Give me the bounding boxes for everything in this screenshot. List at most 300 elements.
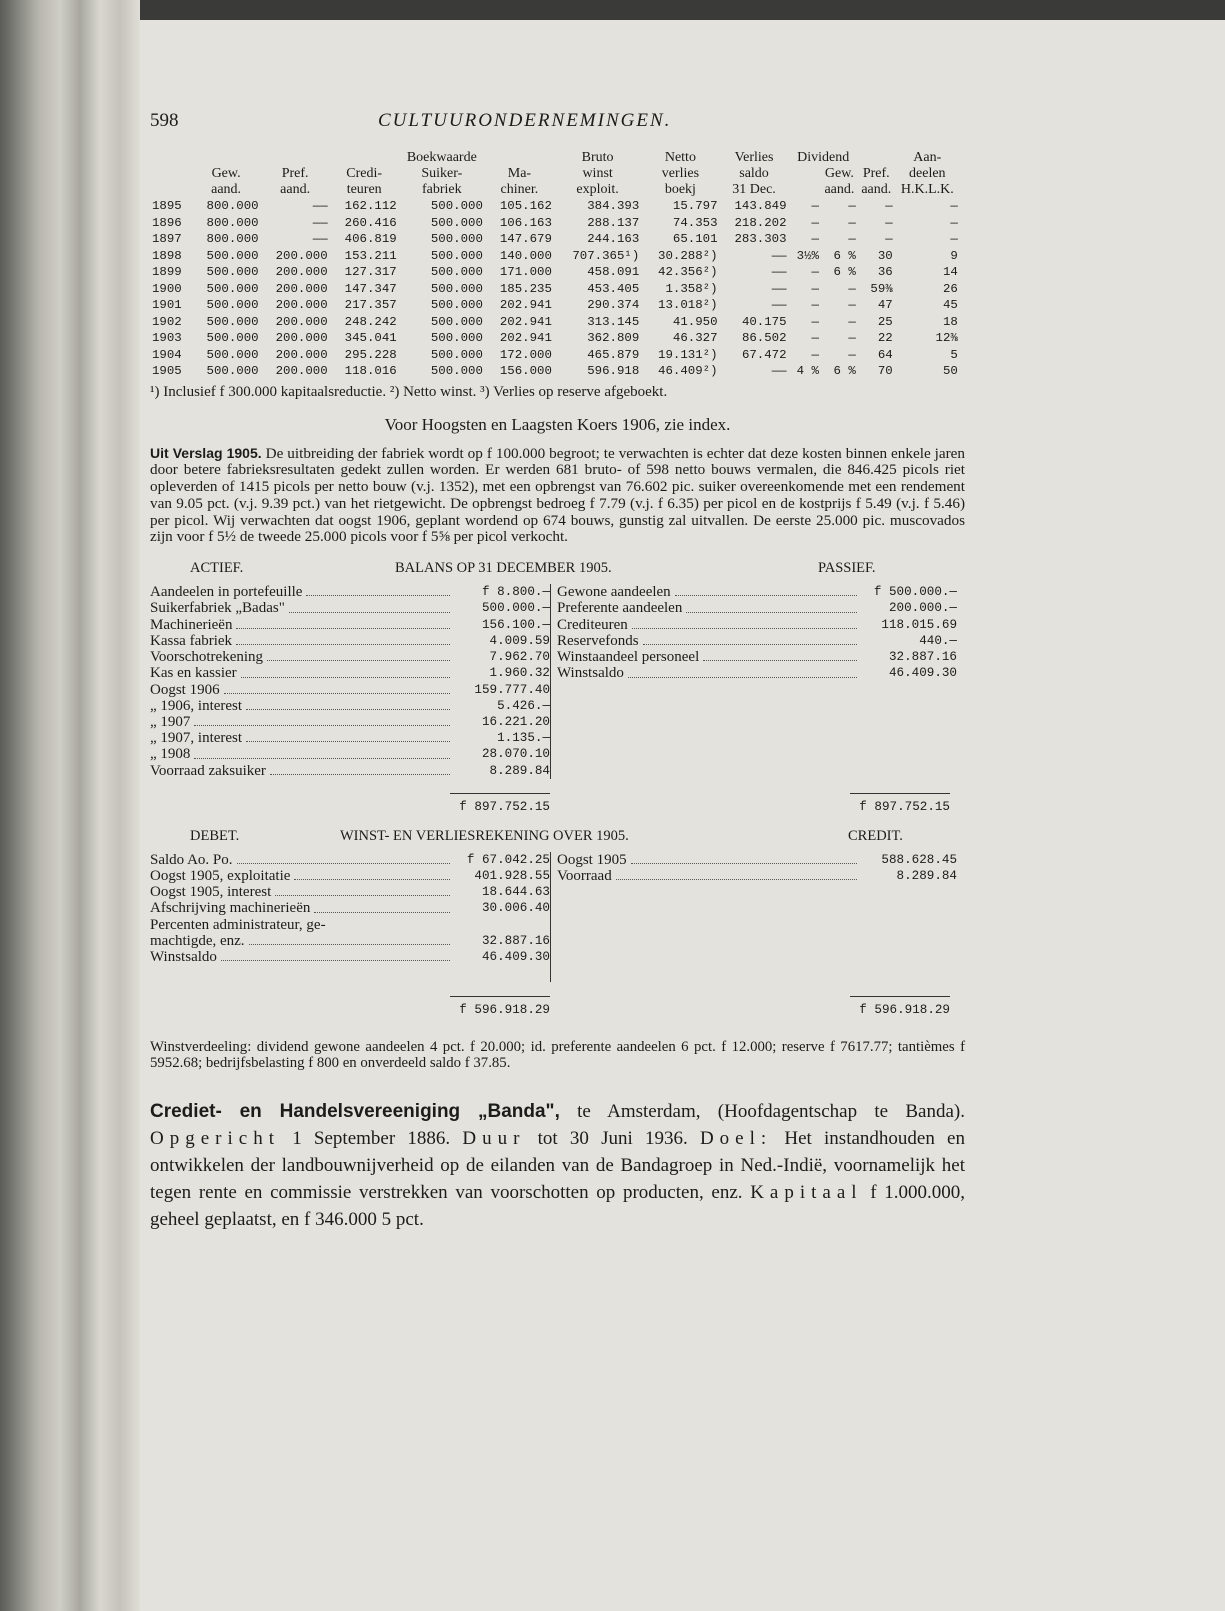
account-amount: 401.928.55 [474,868,550,883]
table-cell: 50 [942,364,958,378]
leader-dots [631,863,857,864]
table-cell: — [950,215,958,230]
leader-dots [294,879,450,880]
leader-dots [628,677,857,678]
account-label: Oogst 1905, exploitatie [150,867,291,884]
table-cell: — [885,232,893,246]
column-header: Pref. [281,166,309,181]
account-row [150,868,550,884]
winst-verlies-account [150,852,965,982]
column-header: Ma- [507,166,532,181]
account-label: Percenten administrateur, ge- [150,916,326,933]
column-header: winst [582,166,613,181]
account-label: „ 1907 [150,713,191,730]
page-content [150,110,965,1233]
table-cell: 46.409²) [658,364,718,378]
table-cell: 6 % [833,364,856,378]
table-cell: 13.018²) [658,298,718,312]
account-label: Suikerfabriek „Badas" [150,600,285,617]
column-header: Credi- [346,166,383,181]
account-label: Voorraad [557,867,612,884]
column-header: Gew. [824,166,854,181]
column-header [150,182,192,198]
table-cell: 200.000 [275,331,328,345]
leader-dots [686,612,857,613]
actief-title: ACTIEF. [190,560,244,577]
table-cell: — [848,347,856,362]
column-header: Suiker- [421,166,463,181]
balans-sheet [150,584,965,778]
table-cell: 500.000 [206,248,259,263]
column-header: Boekwaarde [406,150,477,165]
verslag-lead: Uit Verslag 1905. [150,444,262,461]
year-cell: 1903 [152,331,182,345]
table-cell: 500.000 [206,298,259,312]
credit-title: CREDIT. [848,827,903,844]
table-cell: — [811,314,819,329]
winst-heading [150,828,965,852]
leader-dots [275,895,450,896]
table-row [150,363,960,380]
table-cell: 500.000 [430,331,483,345]
account-row [150,949,550,965]
table-cell: —— [771,265,787,279]
verslag-paragraph [150,445,965,547]
leader-dots [236,628,450,629]
column-header: 31 Dec. [732,182,776,197]
table-cell: — [811,199,819,213]
table-cell: —— [312,199,328,213]
table-cell: 202.941 [499,331,552,345]
account-amount: 7.962.70 [489,650,550,665]
table-cell: 67.472 [741,347,787,362]
column-header: chiner. [500,182,539,197]
table-cell: 218.202 [734,215,787,230]
leader-dots [246,741,450,742]
table-cell: 22 [877,331,893,345]
account-label: Voorraad zaksuiker [150,762,266,779]
table-row [150,330,960,347]
table-cell: 45 [942,298,958,312]
banda-opgericht: Opgericht [150,1127,280,1149]
table-cell: 345.041 [344,331,397,345]
table-cell: 143.849 [734,199,787,213]
leader-dots [224,693,450,694]
table-cell: 707.365¹) [572,248,640,263]
table-cell: 200.000 [275,314,328,329]
table-cell: 156.000 [499,364,552,378]
column-header: H.K.L.K. [900,182,954,197]
banda-doel: Doel: [699,1127,773,1149]
table-cell: — [811,347,819,362]
table-header-row [150,166,960,182]
table-cell: 30 [877,248,893,263]
table-cell: 106.163 [499,215,552,230]
table-cell: 86.502 [741,331,787,345]
column-header [330,150,399,166]
column-header: teuren [346,182,382,197]
column-header: aand. [861,182,892,197]
table-header-row [150,150,960,166]
table-cell: — [848,314,856,329]
account-amount: 588.628.45 [881,852,957,867]
table-cell: 200.000 [275,298,328,312]
leader-dots [236,644,450,645]
leader-dots [616,879,857,880]
table-cell: 6 % [833,265,856,279]
table-cell: 147.347 [344,281,397,296]
account-amount: 30.006.40 [481,901,550,916]
account-row [557,868,957,884]
account-label: Voorschotrekening [150,649,264,666]
table-cell: 200.000 [275,347,328,362]
account-label: Oogst 1906 [150,681,220,698]
table-cell: 46.327 [672,331,718,345]
passief-title: PASSIEF. [818,560,876,577]
account-row [150,884,550,900]
account-row [150,763,550,779]
table-cell: 14 [942,265,958,279]
account-label: Reservefonds [557,632,639,649]
column-header [485,150,554,166]
balans-heading [150,560,965,584]
table-cell: 290.374 [587,298,640,312]
account-row [150,682,550,698]
table-cell: 15.797 [672,199,718,213]
account-row [150,730,550,746]
column-header: Dividend [797,150,850,165]
leader-dots [246,709,450,710]
leader-dots [270,774,450,775]
table-cell: 65.101 [672,232,718,246]
table-cell: — [811,265,819,279]
table-cell: 42.356²) [658,265,718,279]
account-row [150,746,550,762]
table-cell: 362.809 [587,331,640,345]
table-cell: 140.000 [499,248,552,263]
winst-totals [150,982,965,1017]
passief-column [550,584,957,778]
table-cell: 162.112 [344,199,397,213]
table-cell: 500.000 [206,331,259,345]
table-cell: 64 [877,347,893,362]
table-cell: 200.000 [275,364,328,378]
table-cell: 200.000 [275,281,328,296]
column-header [261,150,330,166]
table-cell: 500.000 [430,215,483,230]
leader-dots [306,595,450,596]
leader-dots [194,758,450,759]
banda-text: f 1.000.000, geheel geplaatst, en f 346.000 5 pct. [150,1181,965,1230]
table-cell: 283.303 [734,232,787,246]
year-cell: 1902 [152,314,182,329]
table-cell: 500.000 [206,314,259,329]
year-cell: 1897 [152,232,182,246]
leader-dots [241,677,450,678]
table-cell: 40.175 [741,314,787,329]
table-cell: 202.941 [499,314,552,329]
winst-total-right: f 596.918.29 [859,1002,950,1017]
column-header: Verlies [734,150,774,165]
account-row [557,665,957,681]
table-cell: 47 [877,298,893,312]
table-cell: 313.145 [587,314,640,329]
account-label: Winstsaldo [557,665,624,682]
table-cell: —— [771,248,787,263]
column-header: Aan- [913,150,942,165]
table-cell: —— [312,232,328,246]
debet-title: DEBET. [190,827,240,844]
account-row [557,617,957,633]
table-cell: — [848,331,856,345]
account-amount: 118.015.69 [881,617,957,632]
account-label: Saldo Ao. Po. [150,851,233,868]
column-header: Bruto [581,150,614,165]
table-cell: 384.393 [587,199,640,213]
table-cell: — [811,232,819,246]
table-cell: 500.000 [206,265,259,279]
table-cell: 185.235 [499,281,552,296]
leader-dots [267,660,450,661]
table-cell: 500.000 [206,347,259,362]
account-row [557,649,957,665]
table-cell: 9 [950,248,958,263]
table-cell: 500.000 [430,281,483,296]
account-row [150,933,550,949]
column-header: saldo [739,166,769,181]
account-amount: 8.289.84 [489,763,550,778]
leader-dots [314,912,450,913]
account-amount: 500.000.— [481,601,550,616]
table-cell: — [950,232,958,246]
table-footnote: ¹) Inclusief f 300.000 kapitaalsreductie. ²) Netto winst. ³) Verlies op reserve afgeboekt. [150,383,668,400]
table-cell: 800.000 [206,199,259,213]
table-row [150,248,960,265]
account-amount: f 500.000.— [873,585,957,600]
account-amount: 46.409.30 [481,949,550,964]
table-cell: 260.416 [344,215,397,230]
banda-duur: Duur [462,1127,526,1149]
account-amount: 5.426.— [497,698,550,713]
leader-dots [194,725,450,726]
table-cell: 596.918 [587,364,640,378]
leader-dots [221,960,450,961]
table-header-row [150,182,960,198]
table-row [150,231,960,248]
table-cell: 127.317 [344,265,397,279]
financial-history-table [150,150,960,380]
account-amount: 32.887.16 [481,933,550,948]
table-cell: 800.000 [206,232,259,246]
table-cell: 12⅜ [935,331,958,345]
account-row [150,698,550,714]
table-cell: 500.000 [430,265,483,279]
account-label: Winstaandeel personeel [557,649,700,666]
winst-title: WINST- EN VERLIESREKENING OVER 1905. [340,827,629,844]
table-cell: 59⅜ [870,281,893,296]
year-cell: 1896 [152,215,182,230]
account-label: Oogst 1905 [557,851,627,868]
page-number: 598 [150,110,179,131]
account-amount: 18.644.63 [481,885,550,900]
account-amount: f 67.042.25 [466,852,550,867]
table-cell: 18 [942,314,958,329]
table-cell: 26 [942,281,958,296]
leader-dots [249,944,450,945]
account-row [150,649,550,665]
year-cell: 1898 [152,248,182,263]
table-cell: — [811,215,819,230]
winst-total-left: f 596.918.29 [459,1002,550,1017]
account-label: Kassa fabriek [150,632,233,649]
account-label: Preferente aandeelen [557,600,683,617]
account-amount: 1.135.— [497,731,550,746]
banda-entry [150,1098,965,1233]
account-label: machtigde, enz. [150,932,245,949]
table-cell: 244.163 [587,232,640,246]
balans-total-right: f 897.752.15 [859,799,950,814]
table-row [150,198,960,215]
year-cell: 1904 [152,347,182,362]
running-title: CULTUURONDERNEMINGEN. [378,110,672,131]
table-cell: 453.405 [587,281,640,296]
account-row [557,633,957,649]
account-amount: 4.009.59 [489,633,550,648]
table-cell: 288.137 [587,215,640,230]
table-cell: 4 % [796,364,819,378]
banda-text: tot 30 Juni 1936. [525,1127,700,1149]
koers-reference: Voor Hoogsten en Laagsten Koers 1906, zie index. [384,414,731,434]
account-label: Oogst 1905, interest [150,884,272,901]
account-row [150,600,550,616]
account-amount: f 8.800.— [481,585,550,600]
table-row [150,281,960,298]
table-cell: — [885,199,893,213]
table-cell: 202.941 [499,298,552,312]
column-header: Gew. [211,166,241,181]
leader-dots [643,644,857,645]
table-cell: 500.000 [206,281,259,296]
winstverdeeling: Winstverdeeling: dividend gewone aandeelen 4 pct. f 20.000; id. preferente aandeelen 6 pct. f 12.000; reserve f 7617.77; tantièmes f 5952.68; bedrijfsbelasting f 800 en onverdeeld saldo f 37.85. [150,1038,965,1072]
account-row [150,917,550,933]
table-cell: — [885,215,893,230]
account-row [557,852,957,868]
table-cell: 1.358²) [665,281,718,296]
account-amount: 200.000.— [888,601,957,616]
table-cell: 74.353 [672,215,718,230]
column-header [150,150,192,166]
table-row [150,347,960,364]
account-label: Aandeelen in portefeuille [150,584,303,601]
table-cell: 248.242 [344,314,397,329]
table-cell: 19.131²) [658,347,718,362]
account-amount: 28.070.10 [481,747,550,762]
column-header: aand. [824,182,855,197]
table-cell: 500.000 [430,232,483,246]
account-row [557,600,957,616]
page-header [150,110,965,150]
table-row [150,215,960,232]
account-amount: 8.289.84 [896,868,957,883]
column-header: deelen [909,166,946,181]
banda-company-name: Crediet- en Handelsvereeniging „Banda", [150,1100,560,1122]
leader-dots [289,612,450,613]
column-header: Netto [664,150,696,165]
table-cell: — [950,199,958,213]
table-cell: — [811,281,819,296]
table-cell: 5 [950,347,958,362]
table-cell: — [848,232,856,246]
account-amount: 46.409.30 [888,666,957,681]
balans-title: BALANS OP 31 DECEMBER 1905. [395,560,612,577]
table-cell: —— [771,281,787,296]
table-cell: 500.000 [430,364,483,378]
banda-kapitaal: Kapitaal [750,1181,863,1203]
table-cell: 465.879 [587,347,640,362]
account-label: „ 1908 [150,746,191,763]
leader-dots [237,863,450,864]
table-cell: — [848,281,856,296]
table-cell: 217.357 [344,298,397,312]
account-label: Machinerieën [150,616,233,633]
table-row [150,297,960,314]
banda-text: Het instandhouden en ontwikkelen der landbouwnijverheid op de eilanden van de Bandagroep in Ned.-Indië, voornamelijk het tegen rente en commissie verstrekken van voorschotten op producten, enz. [150,1127,965,1203]
account-amount: 159.777.40 [474,682,550,697]
table-cell: —— [312,215,328,230]
balans-totals [150,779,965,814]
account-row [557,584,957,600]
table-cell: 295.228 [344,347,397,362]
account-amount: 1.960.32 [489,666,550,681]
account-row [150,633,550,649]
leader-dots [703,660,857,661]
leader-dots [632,628,857,629]
actief-column [150,584,550,778]
account-label: Crediteuren [557,616,628,633]
table-cell: 200.000 [275,265,328,279]
account-row [150,900,550,916]
column-header: aand. [280,182,311,197]
column-header: verlies [661,166,700,181]
year-cell: 1899 [152,265,182,279]
column-header: Pref. [862,166,890,181]
table-cell: 171.000 [499,265,552,279]
table-cell: 70 [877,364,893,378]
account-row [150,714,550,730]
column-header: exploit. [576,182,619,197]
table-cell: 36 [877,265,893,279]
table-cell: 200.000 [275,248,328,263]
banda-text: 1 September 1886. [279,1127,463,1149]
debet-column [150,852,550,982]
table-cell: — [811,331,819,345]
year-cell: 1895 [152,199,182,213]
year-cell: 1901 [152,298,182,312]
table-cell: — [848,199,856,213]
table-cell: — [848,215,856,230]
account-amount: 440.— [919,633,957,648]
table-cell: 30.288²) [658,248,718,263]
account-label: „ 1907, interest [150,730,243,747]
table-cell: 500.000 [430,248,483,263]
leader-dots [675,595,857,596]
banda-text: te Amsterdam, (Hoofdagentschap te Banda). [559,1100,965,1122]
account-label: „ 1906, interest [150,697,243,714]
account-label: Afschrijving machinerieën [150,900,311,917]
table-cell: —— [771,298,787,312]
column-header [858,150,895,166]
account-amount: 16.221.20 [481,714,550,729]
